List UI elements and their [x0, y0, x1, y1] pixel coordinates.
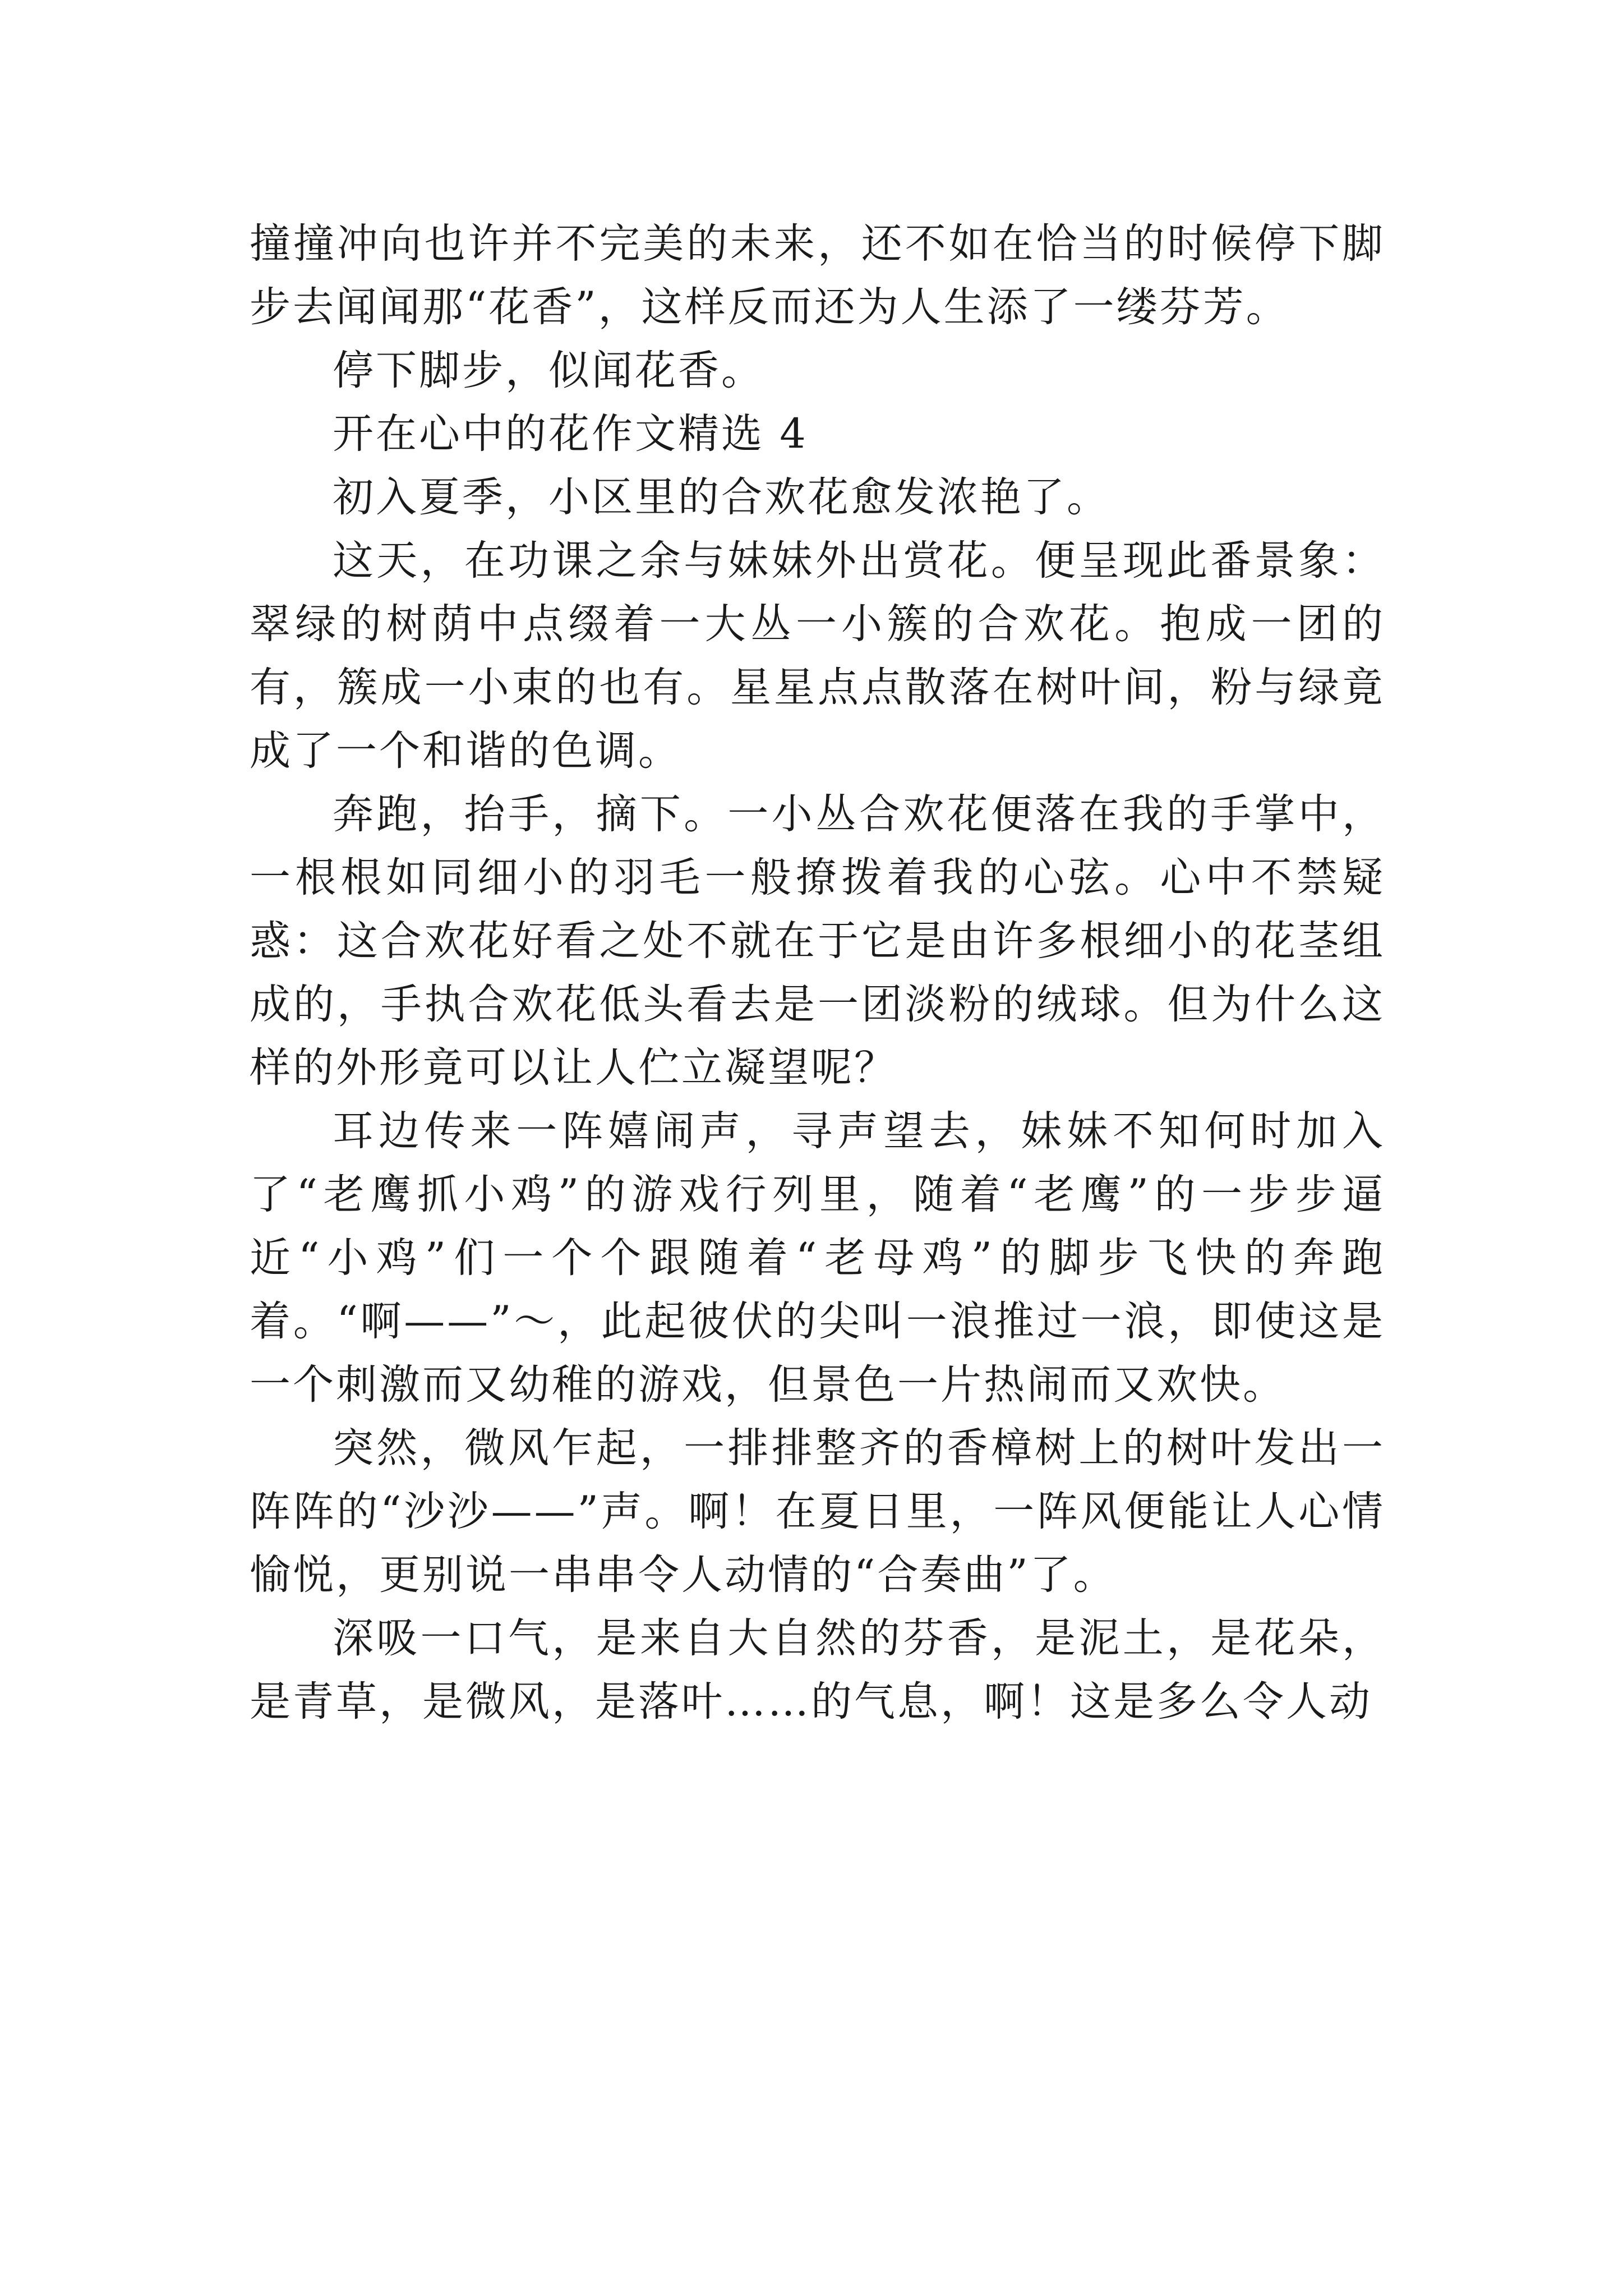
paragraph: 初入夏季，小区里的合欢花愈发浓艳了。 — [333, 473, 1110, 521]
section-heading: 开在心中的花作文精选 4 — [333, 410, 808, 458]
paragraph: 深吸一口气，是来自大自然的芬香，是泥土，是花朵，是青草，是微风，是落叶……的气息，啊！这是多么令人动 — [250, 1614, 1385, 1726]
paragraph: 这天，在功课之余与妹妹外出赏花。便呈现此番景象：翠绿的树荫中点缀着一大丛一小簇的合欢花。抱成一团的有，簇成一小束的也有。星星点点散落在树叶间，粉与绿竟成了一个和谐的色调。 — [250, 537, 1385, 775]
paragraph-conclusion: 停下脚步，似闻花香。 — [333, 347, 764, 394]
paragraph: 突然，微风乍起，一排排整齐的香樟树上的树叶发出一阵阵的“沙沙——”声。啊！在夏日里，一阵风便能让人心情愉悦，更别说一串串令人动情的“合奏曲”了。 — [250, 1424, 1385, 1599]
paragraph-continuation: 撞撞冲向也许并不完美的未来，还不如在恰当的时候停下脚步去闻闻那“花香”，这样反而还为人生添了一缕芬芳。 — [250, 220, 1385, 331]
paragraph: 耳边传来一阵嬉闹声，寻声望去，妹妹不知何时加入了“老鹰抓小鸡”的游戏行列里，随着“老鹰”的一步步逼近“小鸡”们一个个跟随着“老母鸡”的脚步飞快的奔跑着。“啊——”～，此起彼伏的尖叫一浪推过一浪，即使这是一个刺激而又幼稚的游戏，但景色一片热闹而又欢快。 — [250, 1107, 1385, 1409]
paragraph: 奔跑，抬手，摘下。一小丛合欢花便落在我的手掌中，一根根如同细小的羽毛一般撩拨着我的心弦。心中不禁疑惑：这合欢花好看之处不就在于它是由许多根细小的花茎组成的，手执合欢花低头看去是一团淡粉的绒球。但为什么这样的外形竟可以让人伫立凝望呢？ — [250, 790, 1385, 1092]
document-body — [250, 212, 1385, 1733]
